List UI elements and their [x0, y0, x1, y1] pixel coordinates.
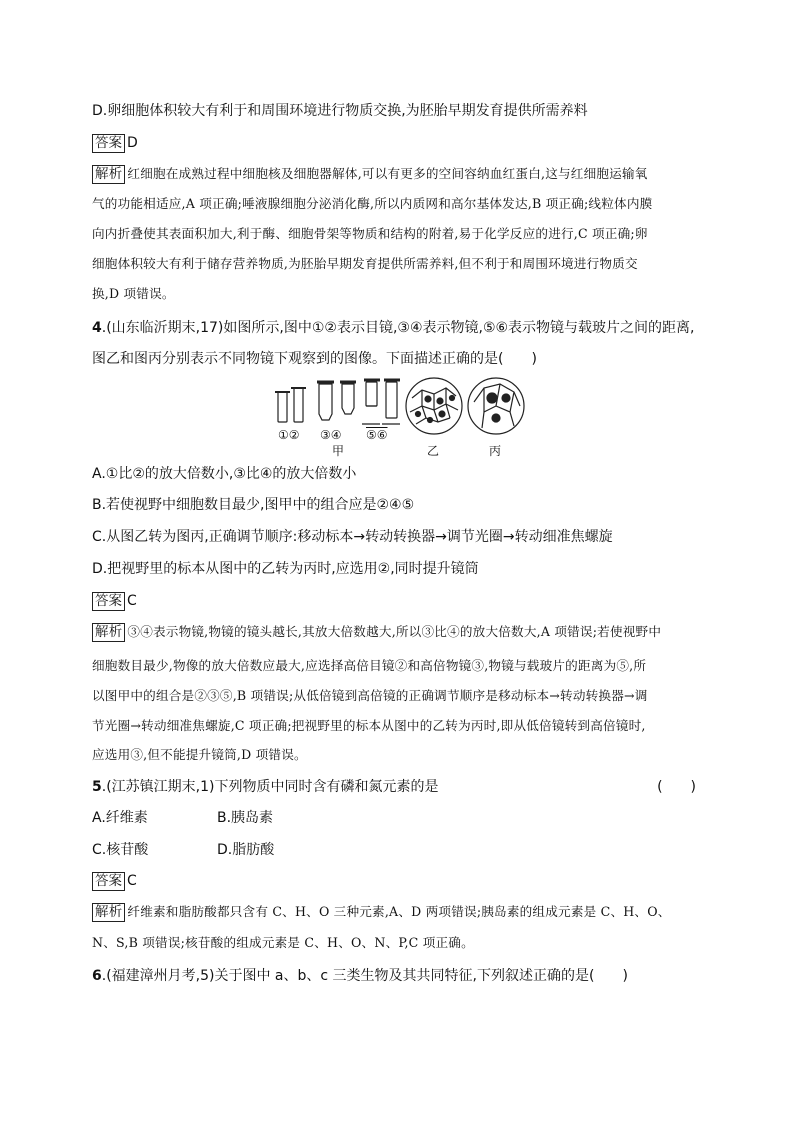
q3-explain-line-4: 细胞体积较大有利于储存营养物质,为胚胎早期发育提供所需养料,但不利于和周围环境进行物质交 [92, 256, 638, 271]
q3-option-d: D.卵细胞体积较大有利于和周围环境进行物质交换,为胚胎早期发育提供所需养料 [92, 103, 588, 119]
answer-label: 答案 [92, 134, 125, 153]
q5-option-d: D.脂肪酸 [217, 842, 275, 858]
q3-explain-line-5: 换,D 项错误。 [92, 286, 175, 301]
explain-label: 解析 [92, 165, 125, 184]
q4-option-c: C.从图乙转为图丙,正确调节顺序:移动标本→转动转换器→调节光圈→转动细准焦螺旋 [92, 529, 613, 545]
q5-option-a: A.纤维素 [92, 810, 148, 826]
q4-explain-line-5: 应选用③,但不能提升镜筒,D 项错误。 [92, 747, 307, 762]
figure-label-bing: 丙 [489, 444, 502, 458]
figure-label-jia: 甲 [332, 444, 345, 458]
q5-explain-line-2: N、S,B 项错误;核苷酸的组成元素是 C、H、O、N、P,C 项正确。 [92, 935, 474, 950]
answer-label: 答案 [92, 872, 125, 891]
q4-stem-line-2: 图乙和图丙分别表示不同物镜下观察到的图像。下面描述正确的是( ) [92, 351, 537, 367]
q4-option-a: A.①比②的放大倍数小,③比④的放大倍数小 [92, 466, 357, 482]
q4-answer-row [92, 591, 137, 611]
q5-answer-paren: ( ) [657, 779, 696, 795]
q3-explain-line-1: 解析 红细胞在成熟过程中细胞核及细胞器解体,可以有更多的空间容纳血红蛋白,这与红细胞运输氧 [92, 164, 648, 184]
answer-label: 答案 [92, 592, 125, 611]
q4-stem-line-1: 4.(山东临沂期末,17)如图所示,图中①②表示目镜,③④表示物镜,⑤⑥表示物镜与载玻片之间的距离, [92, 320, 695, 336]
figure-label-12: ①② [278, 428, 300, 442]
q3-answer: D [127, 135, 138, 151]
q3-explain-line-3: 向内折叠使其表面积加大,利于酶、细胞骨架等物质和结构的附着,易于化学反应的进行,C 项正确;卵 [92, 226, 648, 241]
q5-option-c: C.核苷酸 [92, 842, 149, 858]
objective-tubes [317, 382, 356, 420]
q5-stem: 5.(江苏镇江期末,1)下列物质中同时含有磷和氮元素的是 [92, 779, 439, 795]
q3-explain-line-2: 气的功能相适应,A 项正确;唾液腺细胞分泌消化酶,所以内质网和高尔基体发达,B 项正确;线粒体内膜 [92, 196, 653, 211]
q5-answer-row [92, 871, 137, 891]
distance-tubes [362, 380, 400, 424]
eyepiece-tubes [275, 388, 306, 422]
figure-label-56: ⑤⑥ [366, 428, 388, 442]
q4-option-b: B.若使视野中细胞数目最少,图甲中的组合应是②④⑤ [92, 497, 415, 513]
view-bing [468, 378, 524, 434]
q3-answer-row [92, 133, 138, 153]
figure-label-yi: 乙 [427, 444, 440, 458]
q5-number: 5 [92, 779, 102, 795]
q5-answer: C [127, 873, 137, 889]
figure-label-34: ③④ [320, 428, 342, 442]
microscope-figure [270, 376, 530, 460]
q5-option-b: B.胰岛素 [217, 810, 274, 826]
q4-explain-line-3: 以图甲中的组合是②③⑤,B 项错误;从低倍镜到高倍镜的正确调节顺序是移动标本→转动转换器→调 [92, 688, 648, 703]
q4-answer: C [127, 593, 137, 609]
q6-stem: 6.(福建漳州月考,5)关于图中 a、b、c 三类生物及其共同特征,下列叙述正确的是( ) [92, 968, 628, 984]
q5-explain-line-1: 解析 纤维素和脂肪酸都只含有 C、H、O 三种元素,A、D 两项错误;胰岛素的组成元素是 C、H、O、 [92, 902, 671, 922]
q4-number: 4 [92, 320, 102, 336]
q4-option-d: D.把视野里的标本从图中的乙转为丙时,应选用②,同时提升镜筒 [92, 561, 479, 577]
q4-explain-line-4: 节光圈→转动细准焦螺旋,C 项正确;把视野里的标本从图中的乙转为丙时,即从低倍镜转到高倍镜时, [92, 718, 646, 733]
explain-label: 解析 [92, 903, 125, 922]
q4-explain-line-2: 细胞数目最少,物像的放大倍数应最大,应选择高倍目镜②和高倍物镜③,物镜与载玻片的距离为⑤,所 [92, 658, 647, 673]
explain-label: 解析 [92, 623, 125, 642]
view-yi [406, 378, 462, 434]
q6-number: 6 [92, 968, 102, 984]
q4-explain-line-1: 解析 ③④表示物镜,物镜的镜头越长,其放大倍数越大,所以③比④的放大倍数大,A 项错误;若使视野中 [92, 622, 661, 642]
